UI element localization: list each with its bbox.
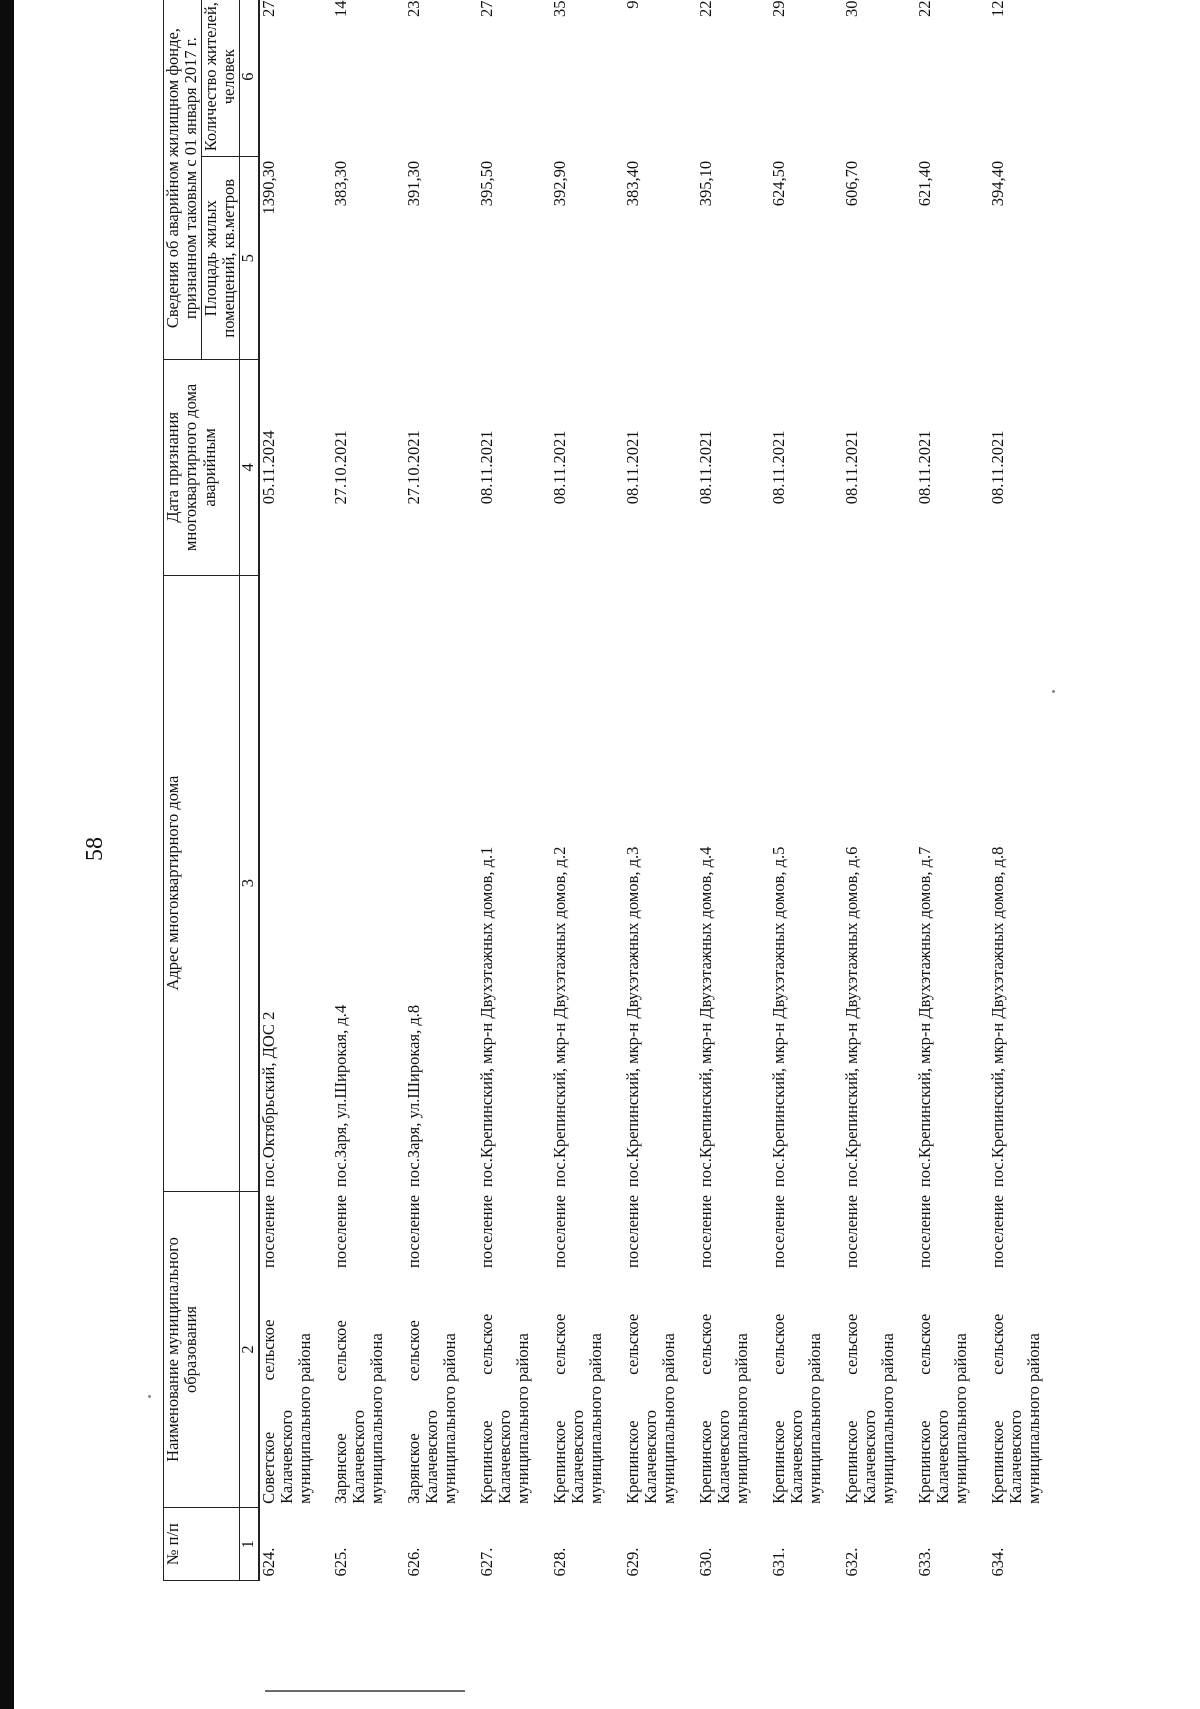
- header-residents: Количество жителей, человек: [201, 0, 239, 157]
- municipality-district: муниципального района: [732, 1333, 752, 1504]
- row-number: 625.: [330, 1547, 350, 1577]
- table-row: [405, 0, 478, 1581]
- date-cell: 27.10.2021: [330, 430, 350, 505]
- table-row: [697, 0, 770, 1581]
- municipality-cell: [770, 1191, 843, 1508]
- table-row: [259, 0, 332, 1581]
- municipality-cell: [989, 1191, 1062, 1508]
- municipality-name: Крепинское сельское поселение Калачевского: [549, 1195, 588, 1504]
- municipality-district: муниципального района: [295, 1333, 315, 1504]
- table-row: [332, 0, 405, 1581]
- header-emergency-fund-group: Сведения об аварийном жилищном фонде, признанном таковым с 01 января 2017 г.: [164, 0, 202, 360]
- residents-cell: 23: [403, 0, 423, 17]
- municipality-name: Крепинское сельское поселение Калачевского: [622, 1195, 661, 1504]
- address-cell: пос.Крепинский, мкр-н Двухэтажных домов, д.6: [841, 846, 861, 1188]
- date-cell: 08.11.2021: [695, 430, 715, 505]
- area-cell: 621,40: [914, 160, 934, 207]
- municipality-cell: [624, 1191, 697, 1508]
- municipality-district: муниципального района: [805, 1333, 825, 1504]
- column-number: 5: [239, 157, 259, 360]
- municipality-district: муниципального района: [367, 1333, 387, 1504]
- header-number: № п/п: [164, 1508, 240, 1581]
- table-row: [478, 0, 551, 1581]
- municipality-name: Зарянское сельское поселение Калачевского: [330, 1195, 369, 1504]
- address-cell: пос.Крепинский, мкр-н Двухэтажных домов, д.1: [476, 846, 496, 1188]
- date-cell: 08.11.2021: [987, 430, 1007, 505]
- municipality-cell: [916, 1191, 989, 1508]
- municipality-cell: [259, 1191, 332, 1508]
- area-cell: 395,50: [476, 160, 496, 207]
- column-number: 3: [239, 575, 259, 1191]
- header-address: Адрес многоквартирного дома: [164, 575, 240, 1191]
- row-number: 627.: [476, 1547, 496, 1577]
- row-number: 633.: [914, 1547, 934, 1577]
- municipality-cell: [843, 1191, 916, 1508]
- municipality-name: Крепинское сельское поселение Калачевского: [987, 1195, 1026, 1504]
- residents-cell: 30: [841, 0, 861, 17]
- area-cell: 624,50: [768, 160, 788, 207]
- residents-cell: 14: [330, 0, 350, 17]
- municipality-name: Крепинское сельское поселение Калачевского: [841, 1195, 880, 1504]
- table-row: [770, 0, 843, 1581]
- row-number: 634.: [987, 1547, 1007, 1577]
- municipality-name: Зарянское сельское поселение Калачевского: [403, 1195, 442, 1504]
- residents-cell: 12: [987, 0, 1007, 17]
- municipality-cell: [332, 1191, 405, 1508]
- date-cell: 08.11.2021: [622, 430, 642, 505]
- municipality-district: муниципального района: [659, 1333, 679, 1504]
- date-cell: 08.11.2021: [841, 430, 861, 505]
- municipality-district: муниципального района: [951, 1333, 971, 1504]
- address-cell: пос.Октябрьский, ДОС 2: [258, 1011, 278, 1188]
- municipality-district: муниципального района: [1024, 1333, 1044, 1504]
- row-number: 629.: [622, 1547, 642, 1577]
- residents-cell: 35: [549, 0, 569, 17]
- address-cell: пос.Крепинский, мкр-н Двухэтажных домов, д.5: [768, 846, 788, 1188]
- residents-cell: 22: [695, 0, 715, 17]
- table-row: [551, 0, 624, 1581]
- date-cell: 27.10.2021: [403, 430, 423, 505]
- date-cell: 08.11.2021: [768, 430, 788, 505]
- area-cell: 391,30: [403, 160, 423, 207]
- row-number: 626.: [403, 1547, 423, 1577]
- address-cell: пос.Крепинский, мкр-н Двухэтажных домов, д.3: [622, 846, 642, 1188]
- area-cell: 394,40: [987, 160, 1007, 207]
- municipality-cell: [551, 1191, 624, 1508]
- table-row: [843, 0, 916, 1581]
- area-cell: 383,40: [622, 160, 642, 207]
- date-cell: 05.11.2024: [258, 430, 278, 505]
- municipality-district: муниципального района: [586, 1333, 606, 1504]
- municipality-cell: [478, 1191, 551, 1508]
- address-cell: пос.Заря, ул.Широкая, д.4: [330, 1004, 350, 1188]
- row-number: 628.: [549, 1547, 569, 1577]
- residents-cell: 9: [622, 0, 642, 9]
- address-cell: пос.Крепинский, мкр-н Двухэтажных домов, д.7: [914, 846, 934, 1188]
- area-cell: 1390,30: [258, 160, 278, 215]
- table-row: [916, 0, 989, 1581]
- municipality-name: Крепинское сельское поселение Калачевского: [476, 1195, 515, 1504]
- municipality-district: муниципального района: [440, 1333, 460, 1504]
- column-number: 4: [239, 360, 259, 575]
- row-number: 631.: [768, 1547, 788, 1577]
- address-cell: пос.Заря, ул.Широкая, д.8: [403, 1004, 423, 1188]
- residents-cell: 22: [914, 0, 934, 17]
- address-cell: пос.Крепинский, мкр-н Двухэтажных домов, д.2: [549, 846, 569, 1188]
- area-cell: 392,90: [549, 160, 569, 207]
- row-number: 624.: [258, 1547, 278, 1577]
- address-cell: пос.Крепинский, мкр-н Двухэтажных домов, д.4: [695, 846, 715, 1188]
- header-date: Дата признания многоквартирного дома аварийным: [164, 360, 240, 575]
- row-number: 630.: [695, 1547, 715, 1577]
- residents-cell: 27: [258, 0, 278, 17]
- municipality-name: Крепинское сельское поселение Калачевского: [914, 1195, 953, 1504]
- date-cell: 08.11.2021: [914, 430, 934, 505]
- column-number: 6: [239, 0, 259, 157]
- date-cell: 08.11.2021: [549, 430, 569, 505]
- table-row: [624, 0, 697, 1581]
- residents-cell: 29: [768, 0, 788, 17]
- municipality-name: Крепинское сельское поселение Калачевского: [695, 1195, 734, 1504]
- emergency-housing-table: [163, 0, 1062, 1581]
- page-number: 58: [82, 837, 108, 861]
- column-number: 1: [239, 1508, 259, 1581]
- municipality-district: муниципального района: [513, 1333, 533, 1504]
- municipality-cell: [697, 1191, 770, 1508]
- municipality-name: Крепинское сельское поселение Калачевского: [768, 1195, 807, 1504]
- area-cell: 606,70: [841, 160, 861, 207]
- municipality-cell: [405, 1191, 478, 1508]
- table-row: [989, 0, 1062, 1581]
- municipality-name: Советское сельское поселение Калачевского: [258, 1195, 297, 1504]
- header-municipality: Наименование муниципального образования: [164, 1191, 240, 1508]
- area-cell: 395,10: [695, 160, 715, 207]
- area-cell: 383,30: [330, 160, 350, 207]
- residents-cell: 27: [476, 0, 496, 17]
- date-cell: 08.11.2021: [476, 430, 496, 505]
- header-area: Площадь жилых помещений, кв.метров: [201, 157, 239, 360]
- address-cell: пос.Крепинский, мкр-н Двухэтажных домов, д.8: [987, 846, 1007, 1188]
- column-number: 2: [239, 1191, 259, 1508]
- municipality-district: муниципального района: [878, 1333, 898, 1504]
- row-number: 632.: [841, 1547, 861, 1577]
